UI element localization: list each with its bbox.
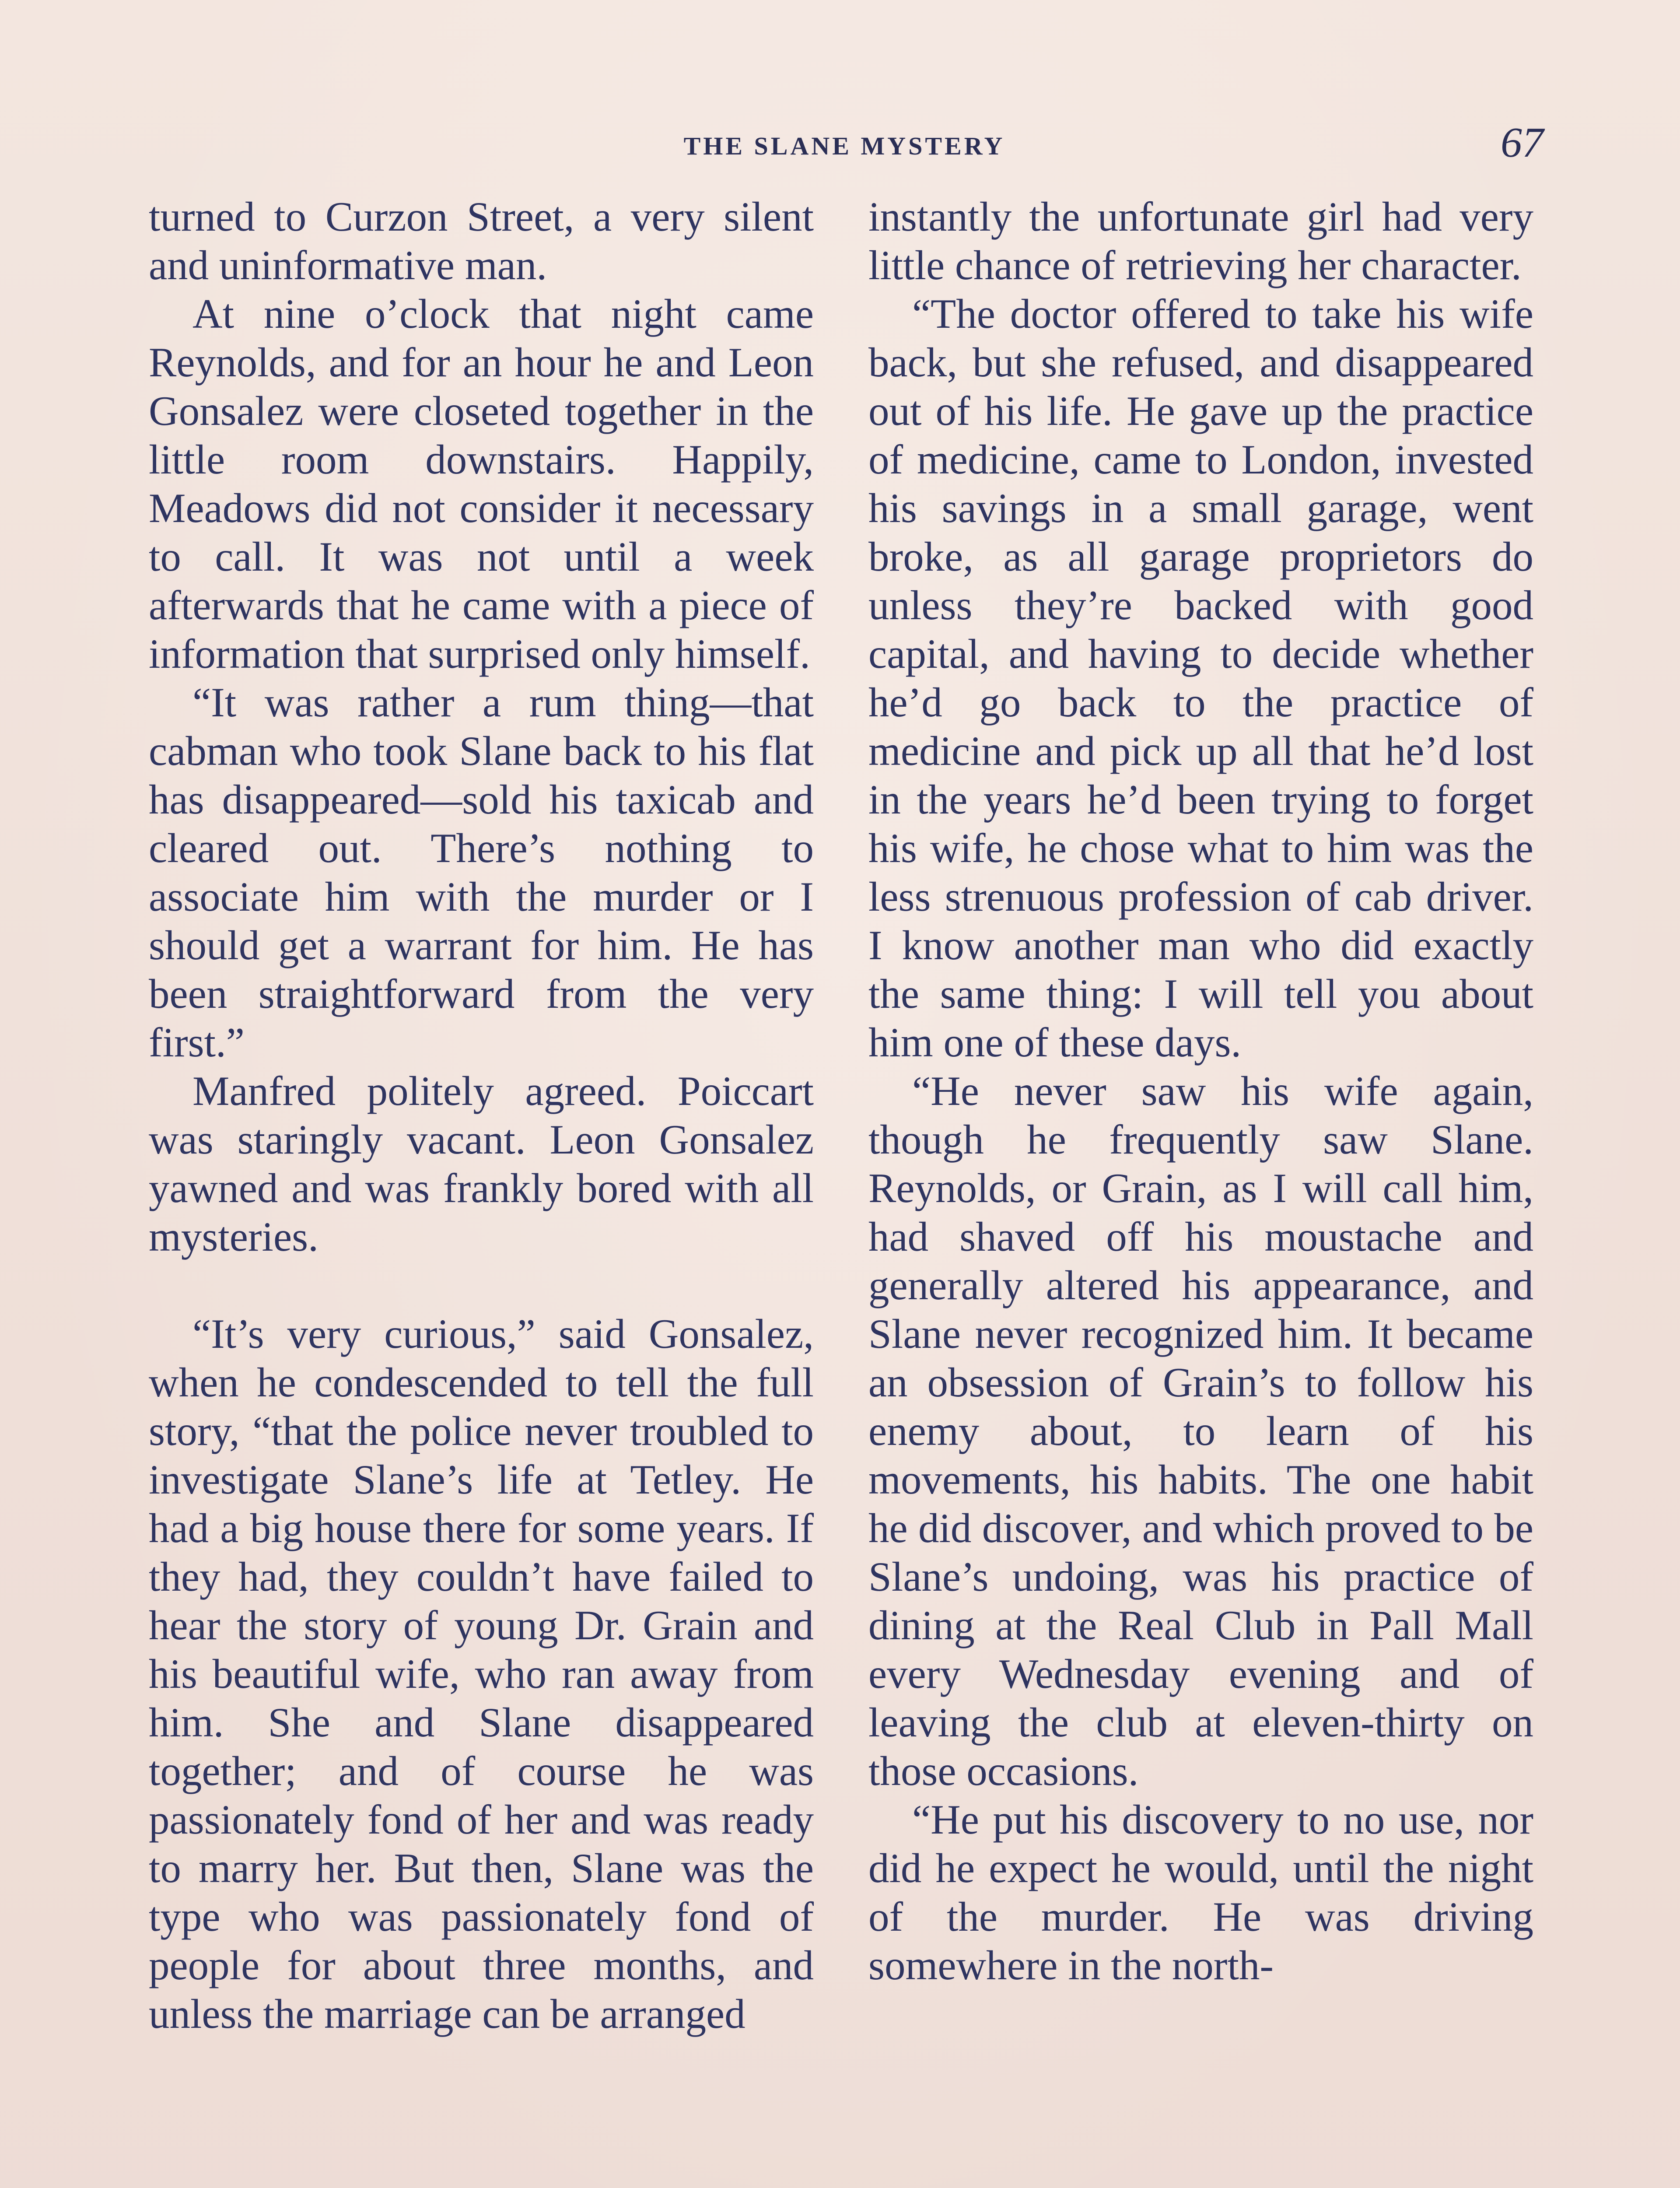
paragraph: At nine o’clock that night came Reynolds, and for an hour he and Leon Gonsalez were closeted together in the little room downstairs. Happily, Meadows did not consider it necessary to call. It was not until a week afterwards that he came with a piece of information that surprised only himself. <box>149 291 814 677</box>
left-text-column <box>149 193 814 2038</box>
paragraph: “The doctor offered to take his wife back, but she refused, and disappeared out of his life. He gave up the practice of medicine, came to London, invested his savings in a small garage, went broke, as all garage proprietors do unless they’re backed with good capital, and having to decide whether he’d go back to the practice of medicine and pick up all that he’d lost in the years he’d been trying to forget his wife, he chose what to him was the less strenuous profession of cab driver. I know another man who did exactly the same thing: I will tell you about him one of these days. <box>868 291 1533 1066</box>
paragraph: “It’s very curious,” said Gonsalez, when he condescended to tell the full story, “that the police never troubled to investigate Slane’s life at Tetley. He had a big house there for some years. If they had, they couldn’t have failed to hear the story of young Dr. Grain and his beautiful wife, who ran away from him. She and Slane disappeared together; and of course he was passionately fond of her and was ready to marry her. But then, Slane was the type who was passionately fond of people for about three months, and unless the marriage can be arranged <box>149 1311 814 2037</box>
paragraph: “He put his discovery to no use, nor did he expect he would, until the night of the murder. He was driving somewhere in the north- <box>868 1796 1533 1988</box>
paragraph: “He never saw his wife again, though he frequently saw Slane. Reynolds, or Grain, as I will call him, had shaved off his moustache and generally altered his appearance, and Slane never recognized him. It became an obsession of Grain’s to follow his enemy about, to learn of his movements, his habits. The one habit he did discover, and which proved to be Slane’s undoing, was his practice of dining at the Real Club in Pall Mall every Wednesday evening and of leaving the club at eleven-thirty on those occasions. <box>868 1068 1533 1794</box>
paragraph: Manfred politely agreed. Poiccart was staringly vacant. Leon Gonsalez yawned and was frankly bored with all mysteries. <box>149 1068 814 1260</box>
running-title: THE SLANE MYSTERY <box>683 132 1005 160</box>
paragraph: turned to Curzon Street, a very silent and uninformative man. <box>149 193 814 288</box>
paragraph: “It was rather a rum thing—that cabman who took Slane back to his flat has disappeared—sold his taxicab and cleared out. There’s nothing to associate him with the murder or I should get a warrant for him. He has been straightforward from the very first.” <box>149 679 814 1066</box>
paragraph: instantly the unfortunate girl had very little chance of retrieving her character. <box>868 193 1533 288</box>
right-text-column <box>868 193 1533 1990</box>
page-number: 67 <box>1501 119 1544 166</box>
